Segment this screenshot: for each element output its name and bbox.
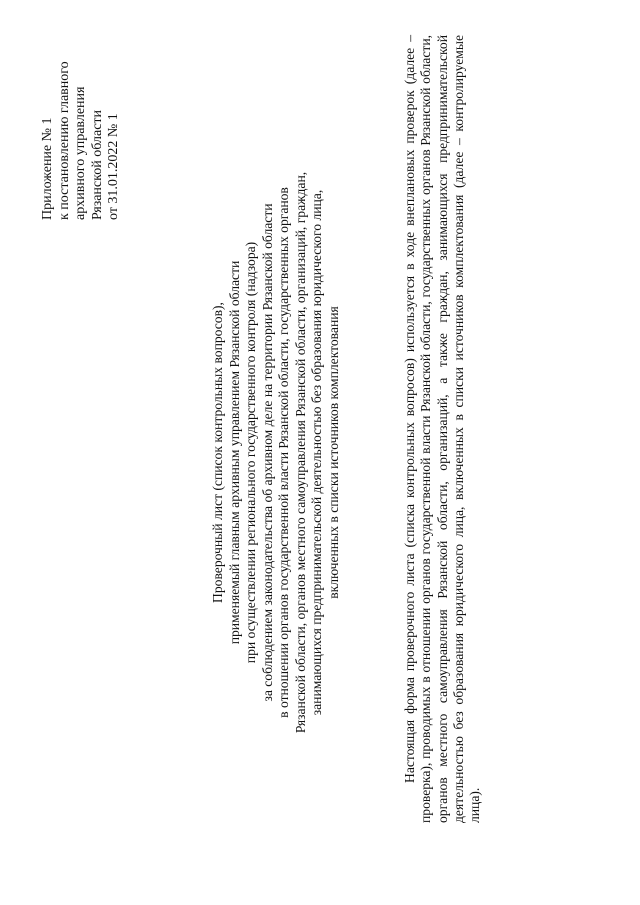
heading-line: в отношении органов государственной власти Рязанской области, государственных органов <box>276 187 291 718</box>
heading-line: включенных в списки источников комплектования <box>325 306 341 599</box>
appendix-line: Приложение № 1 <box>40 117 55 220</box>
appendix-line: архивного управления <box>73 86 88 220</box>
heading-line: Проверочный лист (список контрольных вопросов), <box>210 302 225 603</box>
appendix-line: к постановлению главного <box>56 61 72 220</box>
body-paragraph: Настоящая форма проверочного листа (списка контрольных вопросов) используется в ходе внеплановых проверок (далее – проверка), проводимых в отношении органов государственной власти Рязанской области, государственных органов Рязанской области, органов местного самоуправления Рязанской области, организаций, а также граждан, занимающихся предпринимательской деятельностью без образования юридического лица, включенных в списки источников комплектования (далее – контролируемые лица). <box>402 35 483 823</box>
heading-line: занимающихся предпринимательской деятельностью без образования юридического лица, <box>309 189 324 716</box>
heading-line: применяемый главным архивным управлением Рязанской области <box>226 260 242 645</box>
appendix-block <box>40 30 123 220</box>
heading-line: за соблюдением законодательства об архивном деле на территории Рязанской области <box>259 203 275 702</box>
appendix-line: от 31.01.2022 № 1 <box>106 113 121 220</box>
heading-line: при осуществлении регионального государственного контроля (надзора) <box>243 241 258 664</box>
appendix-line: Рязанской области <box>89 109 105 220</box>
document-heading <box>210 0 342 905</box>
heading-line: Рязанской области, органов местного самоуправления Рязанской области, организаций, граждан, <box>292 171 308 734</box>
